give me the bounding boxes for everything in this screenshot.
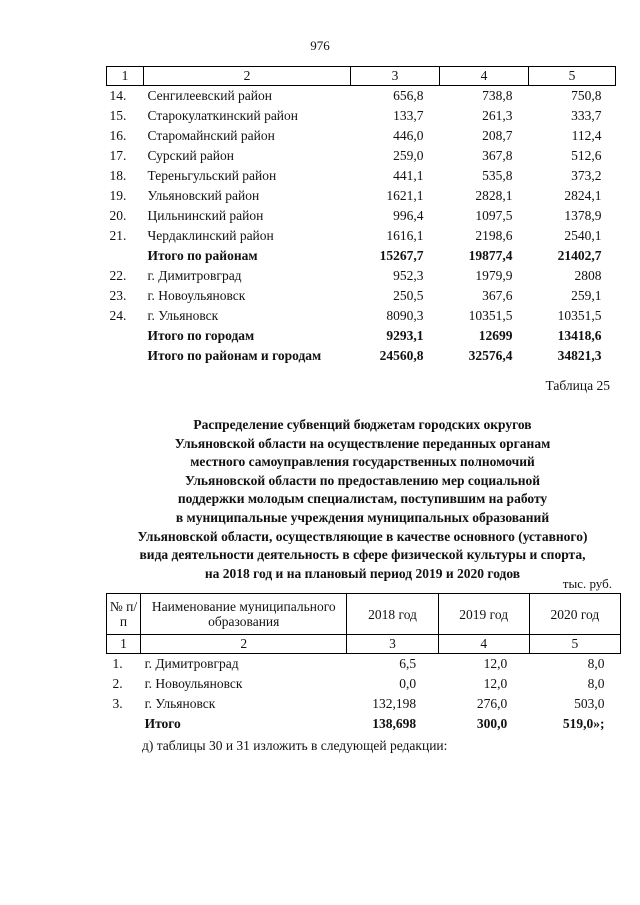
value-2020: 2808 [574,268,602,283]
value-2020: 8,0 [587,676,605,691]
value-2019: 276,0 [476,696,508,711]
value-2019: 19877,4 [468,248,513,263]
title-line: местного самоуправления государственных полномочий [190,454,535,470]
value-2019: 2198,6 [475,228,513,243]
table-header-row [107,594,621,635]
column-number-4: 4 [440,67,529,86]
value-2019: 10351,5 [468,308,513,323]
value-2020: 1378,9 [564,208,602,223]
value-2018: 138,698 [372,716,417,731]
value-2018: 8090,3 [386,308,424,323]
municipality-name: г. Ульяновск [144,696,216,711]
table-row [107,286,616,306]
table-row [107,166,616,186]
subventions-cities-table [106,593,621,734]
value-2018: 250,5 [393,288,424,303]
municipality-name: г. Димитровград [147,268,242,283]
column-number-5: 5 [529,67,616,86]
row-number: 14. [109,88,127,103]
column-number-4: 4 [438,635,529,654]
value-2020: 519,0»; [562,716,605,731]
title-line: в муниципальные учреждения муниципальных образований [175,509,550,525]
value-2018: 952,3 [393,268,424,283]
value-2019: 12699 [478,328,513,343]
value-2020: 112,4 [571,128,602,143]
municipality-name: Итого по районам и городам [147,348,322,363]
total-row [107,346,616,366]
value-2019: 2828,1 [475,188,513,203]
column-number-1: 1 [107,67,144,86]
column-number-2: 2 [144,67,351,86]
value-2020: 750,8 [571,88,602,103]
value-2020: 333,7 [571,108,602,123]
value-2018: 1621,1 [386,188,424,203]
value-2019: 300,0 [476,716,508,731]
value-2019: 367,6 [482,288,513,303]
municipality-name: г. Ульяновск [147,308,219,323]
value-2018: 132,198 [372,696,417,711]
title-line: вида деятельности деятельность в сфере физической культуры и спорта, [139,547,586,563]
row-number: 3. [112,696,123,711]
table-row [107,146,616,166]
value-2020: 259,1 [571,288,602,303]
value-2020: 512,6 [571,148,602,163]
table-row [107,186,616,206]
row-number [107,346,144,366]
value-2019: 12,0 [483,676,508,691]
title-line: Ульяновской области по предоставлению мер социальной [184,472,541,488]
table-row [107,306,616,326]
municipality-name: Тереньгульский район [147,168,277,183]
row-number: 1. [112,656,123,671]
value-2020: 8,0 [587,656,605,671]
title-line: Ульяновской области на осуществление переданных органам [174,435,551,451]
header-num: № п/п [107,594,141,635]
header-2018: 2018 год [347,594,438,635]
total-row [107,326,616,346]
table-row [107,106,616,126]
municipality-name: Ульяновский район [147,188,260,203]
value-2018: 441,1 [393,168,424,183]
row-number: 16. [109,128,127,143]
value-2020: 373,2 [571,168,602,183]
value-2020: 503,0 [574,696,605,711]
total-row [107,714,621,734]
units-label: тыс. руб. [562,576,612,591]
row-number: 15. [109,108,127,123]
municipality-name: г. Новоульяновск [144,676,243,691]
total-row [107,246,616,266]
row-number [107,246,144,266]
value-2020: 13418,6 [557,328,602,343]
row-number: 24. [109,308,127,323]
table-header-row [107,67,616,86]
header-2020: 2020 год [529,594,620,635]
table-row [107,654,621,675]
row-number: 23. [109,288,127,303]
row-number: 22. [109,268,127,283]
table-row [107,206,616,226]
value-2019: 535,8 [482,168,513,183]
municipality-name: Старокулаткинский район [147,108,299,123]
table-25-label: Таблица 25 [545,378,610,393]
value-2019: 738,8 [482,88,513,103]
column-number-3: 3 [347,635,438,654]
subventions-districts-table [106,66,616,366]
municipality-name: Цильнинский район [147,208,264,223]
value-2018: 0,0 [399,676,417,691]
header-name: Наименование муниципального образования [141,594,347,635]
header-2019: 2019 год [438,594,529,635]
page-number: 976 [310,38,330,53]
municipality-name: Итого по городам [147,328,255,343]
column-number-3: 3 [351,67,440,86]
value-2019: 32576,4 [468,348,513,363]
row-number [107,714,141,734]
value-2018: 15267,7 [379,248,424,263]
table-row [107,226,616,246]
value-2020: 10351,5 [557,308,602,323]
table-row [107,674,621,694]
table-25-title [100,416,625,583]
table-row [107,86,616,107]
title-line: Распределение субвенций бюджетам городских округов [193,417,532,432]
column-number-2: 2 [141,635,347,654]
value-2020: 21402,7 [557,248,602,263]
footer-instruction: д) таблицы 30 и 31 изложить в следующей редакции: [142,738,448,753]
value-2019: 367,8 [482,148,513,163]
value-2018: 656,8 [393,88,424,103]
row-number: 19. [109,188,127,203]
municipality-name: Чердаклинский район [147,228,274,243]
title-line: на 2018 год и на плановый период 2019 и 2020 годов [204,565,521,581]
value-2018: 9293,1 [386,328,424,343]
value-2018: 259,0 [393,148,424,163]
row-number: 2. [112,676,123,691]
row-number [107,326,144,346]
municipality-name: г. Димитровград [144,656,239,671]
value-2018: 1616,1 [386,228,424,243]
municipality-name: Сенгилеевский район [147,88,272,103]
value-2020: 34821,3 [557,348,602,363]
row-number: 21. [109,228,127,243]
row-number: 18. [109,168,127,183]
value-2018: 6,5 [399,656,417,671]
column-numbers-row [107,635,621,654]
value-2019: 261,3 [482,108,513,123]
municipality-name: г. Новоульяновск [147,288,246,303]
row-number: 20. [109,208,127,223]
value-2018: 24560,8 [379,348,424,363]
value-2018: 446,0 [393,128,424,143]
value-2019: 1979,9 [475,268,513,283]
column-number-1: 1 [107,635,141,654]
value-2020: 2540,1 [564,228,602,243]
row-number: 17. [109,148,127,163]
municipality-name: Старомайнский район [147,128,275,143]
column-number-5: 5 [529,635,620,654]
value-2018: 133,7 [393,108,424,123]
value-2019: 1097,5 [475,208,513,223]
municipality-name: Итого [144,716,181,731]
title-line: поддержки молодым специалистам, поступившим на работу [177,491,548,507]
value-2019: 208,7 [482,128,513,143]
value-2018: 996,4 [393,208,424,223]
table-row [107,694,621,714]
value-2020: 2824,1 [564,188,602,203]
table-row [107,266,616,286]
title-line: Ульяновской области, осуществляющие в качестве основного (уставного) [137,528,588,544]
value-2019: 12,0 [483,656,508,671]
municipality-name: Итого по районам [147,248,258,263]
municipality-name: Сурский район [147,148,234,163]
table-row [107,126,616,146]
